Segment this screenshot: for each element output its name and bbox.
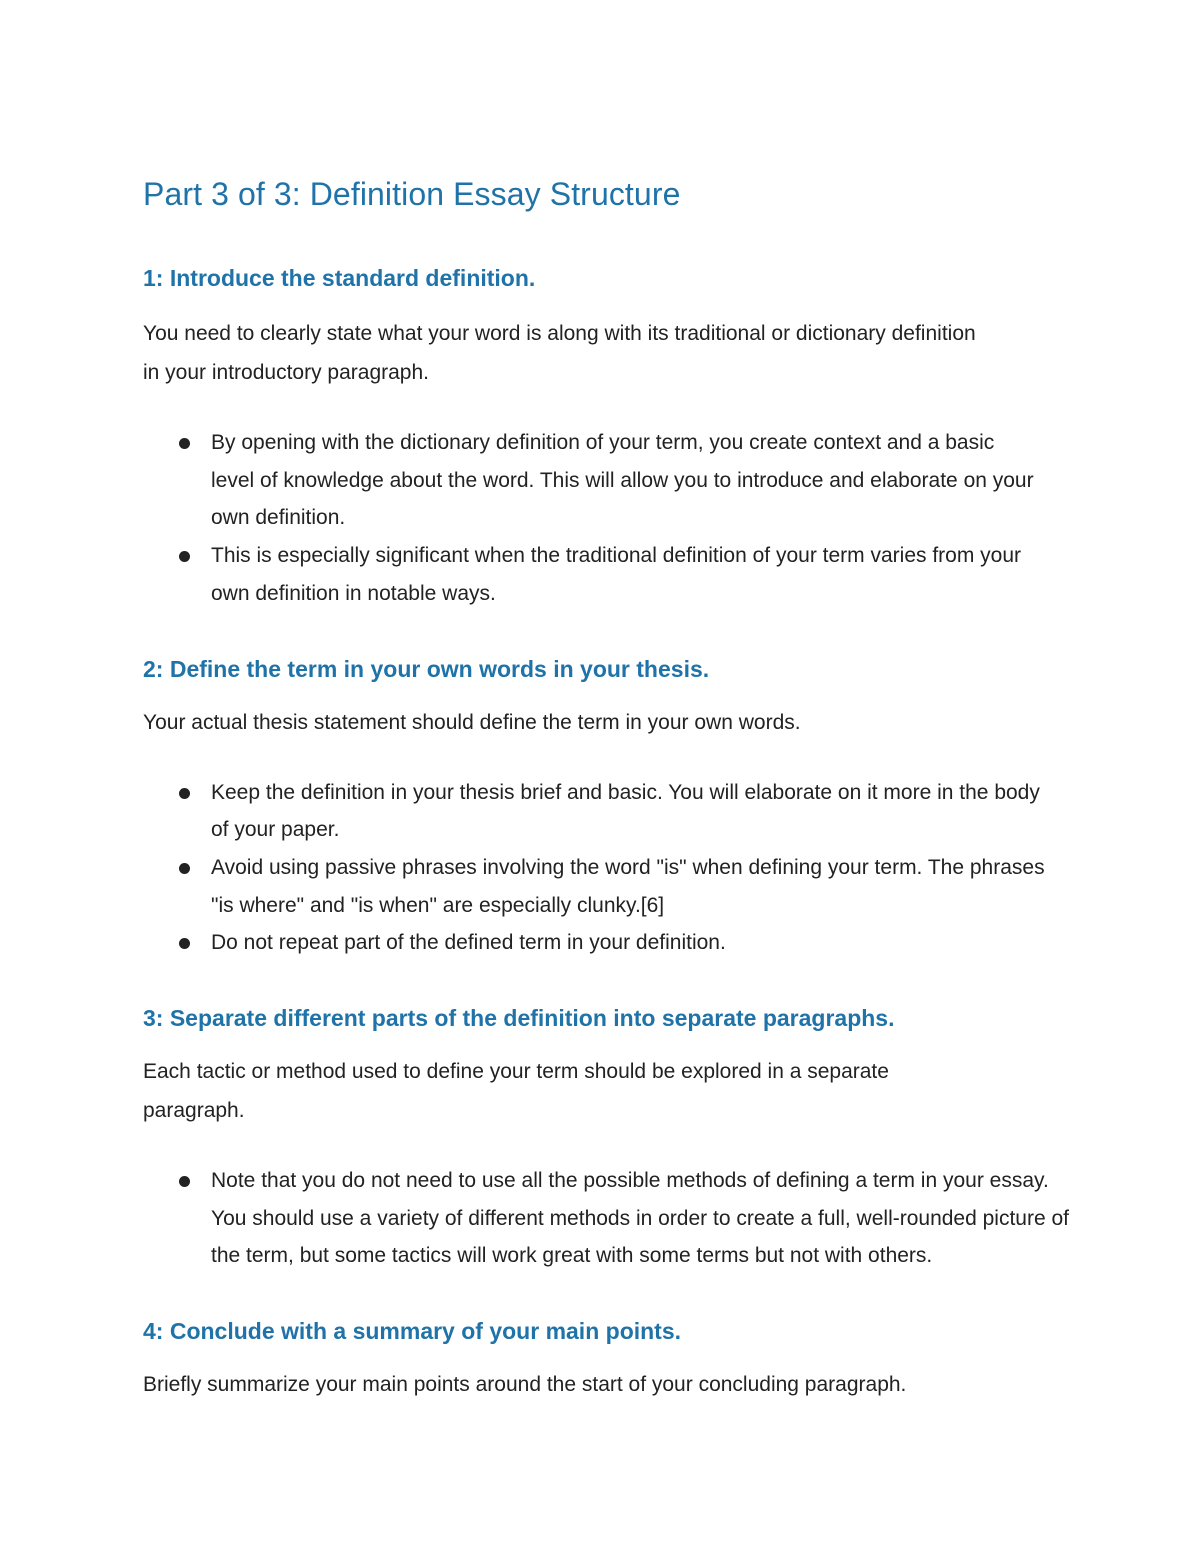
section-1-bullets bbox=[143, 424, 1041, 613]
section-4 bbox=[143, 1315, 1073, 1404]
section-3-paragraph: Each tactic or method used to define your term should be explored in a separate paragraph. bbox=[143, 1060, 889, 1123]
section-1-heading: 1: Introduce the standard definition. bbox=[143, 265, 536, 291]
section-4-heading: 4: Conclude with a summary of your main points. bbox=[143, 1318, 682, 1345]
section-1 bbox=[143, 262, 1073, 613]
list-item-text: Note that you do not need to use all the possible methods of defining a term in your essay. You should use a variety of different methods in order to create a full, well-rounded picture of the term, but some tactics will work great with some terms but not with others. bbox=[211, 1169, 1070, 1268]
section-2-paragraph: Your actual thesis statement should define the term in your own words. bbox=[143, 710, 801, 734]
list-item bbox=[211, 774, 1061, 849]
list-item bbox=[211, 537, 1041, 612]
section-2-heading: 2: Define the term in your own words in your thesis. bbox=[143, 655, 710, 682]
document-title: Part 3 of 3: Definition Essay Structure bbox=[143, 176, 681, 212]
list-item-text: This is especially significant when the traditional definition of your term varies from your own definition in notable ways. bbox=[211, 544, 1022, 605]
bullet-icon bbox=[179, 551, 190, 562]
list-item-text: Keep the definition in your thesis brief and basic. You will elaborate on it more in the body of your paper. bbox=[211, 780, 1040, 842]
list-item bbox=[211, 924, 1061, 962]
list-item bbox=[211, 849, 1061, 924]
section-3 bbox=[143, 1002, 1073, 1275]
bullet-icon bbox=[179, 938, 190, 949]
section-4-paragraph: Briefly summarize your main points around the start of your concluding paragraph. bbox=[143, 1373, 907, 1397]
list-item-text: By opening with the dictionary definition of your term, you create context and a basic level of knowledge about the word. This will allow you to introduce and elaborate on your own definition. bbox=[211, 431, 1034, 530]
section-2 bbox=[143, 653, 1073, 963]
section-1-paragraph: You need to clearly state what your word is along with its traditional or dictionary definition in your introductory paragraph. bbox=[143, 322, 976, 384]
bullet-icon bbox=[179, 438, 190, 449]
list-item-text: Do not repeat part of the defined term in your definition. bbox=[211, 931, 726, 955]
bullet-icon bbox=[179, 788, 190, 799]
bullet-icon bbox=[179, 863, 190, 874]
list-item bbox=[211, 424, 1041, 537]
section-2-bullets bbox=[143, 774, 1061, 963]
section-3-bullets bbox=[143, 1162, 1071, 1275]
list-item-text: Avoid using passive phrases involving the word "is" when defining your term. The phrases "is where" and "is when" are especially clunky.[6] bbox=[211, 855, 1045, 917]
section-3-heading: 3: Separate different parts of the definition into separate paragraphs. bbox=[143, 1005, 895, 1032]
bullet-icon bbox=[179, 1176, 190, 1187]
document-page bbox=[143, 172, 1073, 1404]
list-item bbox=[211, 1162, 1071, 1275]
